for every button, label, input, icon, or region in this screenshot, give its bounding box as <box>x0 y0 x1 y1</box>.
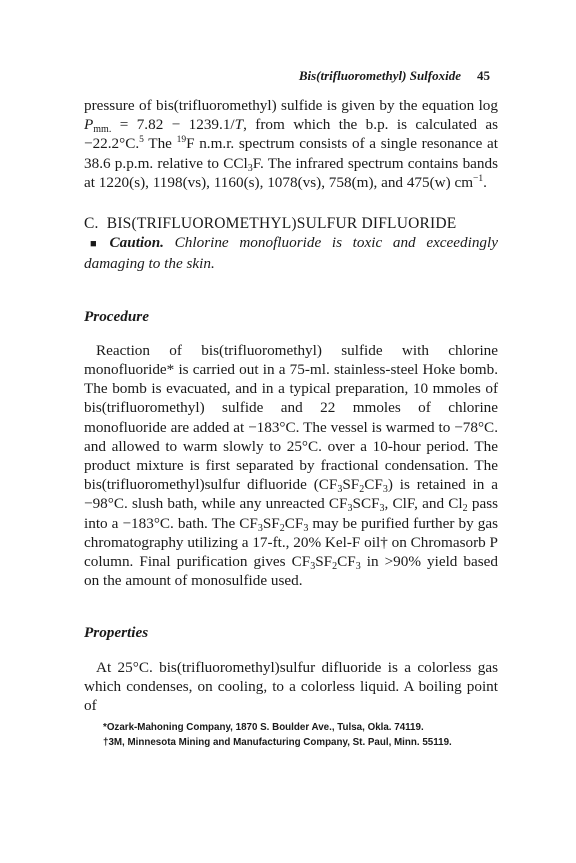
text-run: , ClF, and Cl <box>384 495 463 513</box>
text-run: ) is retained in a −98°C. slush bath, while any unreacted CF <box>84 476 499 513</box>
text-run: SF <box>342 476 360 494</box>
text-run: CF <box>364 476 383 494</box>
text-run: in >90% yield based on the amount of monosulfide used. <box>84 553 498 590</box>
subscript: 3 <box>347 503 353 515</box>
text-run: Reaction of bis(trifluoromethyl) sulfide with chlorine monofluoride* is carried out in a 75-ml. stainless-steel Hoke bomb. The bomb is evacuated, and in a typical preparation, 10 mmoles of bis(trifluoromethyl) sulfide and 22 mmoles of chlorine monofluoride are added at −183°C. The vessel is warmed to −78°C. and allowed to warm slowly to 25°C. over a 10-hour period. The product mixture is first separated by fractional condensation. The bis(trifluoromethyl)sulfur difluoride (CF <box>84 341 498 494</box>
running-head-title: Bis(trifluoromethyl) Sulfoxide <box>298 68 461 83</box>
text-run: F n.m.r. spectrum consists of a single resonance at 38.6 p.p.m. relative to CCl <box>84 135 498 172</box>
exponent-superscript: −1 <box>473 173 484 184</box>
footnote-ozark: *Ozark-Mahoning Company, 1870 S. Boulder Ave., Tulsa, Okla. 74119. <box>103 722 424 733</box>
text-run: may be purified further by gas chromatography utilizing a 17-ft., 20% Kel-F oil† on Chromasorb P column. Final purification gives CF <box>84 514 498 571</box>
reference-superscript: 5 <box>139 135 144 146</box>
isotope-superscript: 19 <box>176 135 187 146</box>
procedure-heading: Procedure <box>84 307 149 325</box>
symbol-pressure: P <box>84 116 94 134</box>
section-letter: C. <box>84 215 99 233</box>
subscript: 3 <box>257 522 263 534</box>
properties-paragraph: At 25°C. bis(trifluoromethyl)sulfur difluoride is a colorless gas which condenses, on cooling, to a colorless liquid. A boiling point of <box>84 658 498 715</box>
text-run: pressure of bis(trifluoromethyl) sulfide is given by the equation log <box>84 97 498 114</box>
body-text <box>84 96 498 715</box>
text-run: SCF <box>352 495 380 513</box>
subscript: 2 <box>462 503 468 515</box>
caution-bullet-icon: ■ <box>90 238 104 251</box>
text-run: = 7.82 − 1239.1/ <box>111 116 235 134</box>
section-heading <box>84 214 498 233</box>
subscript: 2 <box>359 484 365 496</box>
section-title: BIS(TRIFLUOROMETHYL)SULFUR DIFLUORIDE <box>106 215 457 233</box>
properties-heading: Properties <box>84 624 149 642</box>
caution-text: Chlorine monofluoride is toxic and exceedingly damaging to the skin. <box>84 234 498 273</box>
procedure-paragraph <box>84 341 498 591</box>
subscript: 3 <box>382 484 388 496</box>
subscript: 3 <box>379 503 385 515</box>
subscript: 2 <box>332 561 338 573</box>
running-head <box>299 68 490 84</box>
subscript: 3 <box>303 522 309 534</box>
text-run: , from which the b.p. is calculated as −22.2°C. <box>84 116 498 153</box>
subscript: 3 <box>355 561 361 573</box>
text-run: pass into a −183°C. bath. The CF <box>84 495 499 532</box>
caution-note <box>84 233 498 273</box>
text-run: SF <box>315 553 333 571</box>
paragraph-boiling-point <box>84 96 498 192</box>
subscript: mm. <box>93 124 112 136</box>
footnotes <box>103 720 523 750</box>
text-run: SF <box>262 514 280 532</box>
text-run: F. The infrared spectrum contains bands at 1220(s), 1198(vs), 1160(s), 1078(vs), 758(m), and 475(w) cm <box>84 154 499 191</box>
text-run: CF <box>284 514 304 532</box>
subscript: 2 <box>279 522 285 534</box>
text-run: The <box>143 135 177 153</box>
text-run: CF <box>337 553 356 571</box>
subscript: 3 <box>247 162 253 174</box>
symbol-temperature: T <box>234 116 244 134</box>
text-run: . <box>483 173 487 191</box>
subscript: 3 <box>337 484 343 496</box>
footnote-3m: †3M, Minnesota Mining and Manufacturing Company, St. Paul, Minn. 55119. <box>103 737 452 748</box>
caution-label: Caution. <box>109 234 164 252</box>
page-number: 45 <box>477 68 490 83</box>
subscript: 3 <box>310 561 316 573</box>
